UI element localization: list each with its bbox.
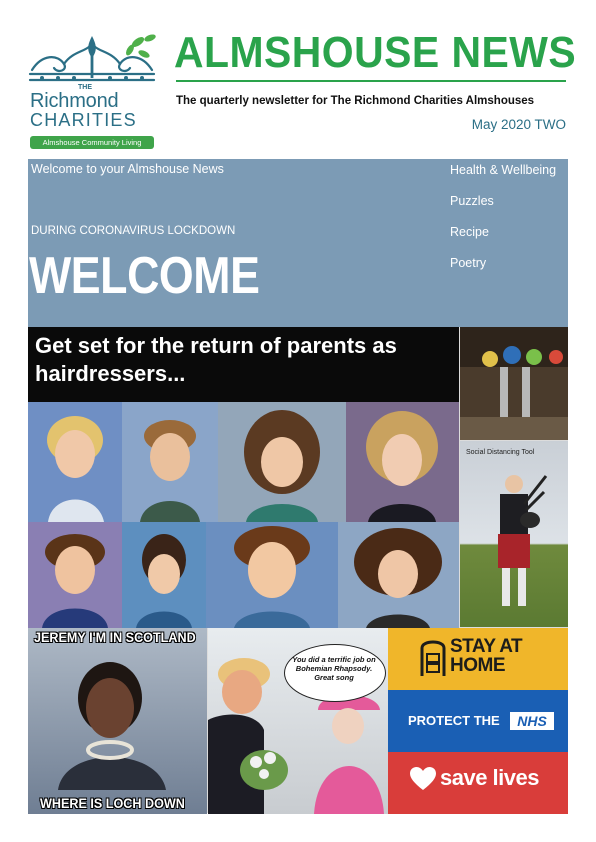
contents-item-recipe[interactable]: Recipe	[450, 225, 489, 239]
protect-the-text: PROTECT THE	[408, 713, 500, 728]
contents-item-poetry[interactable]: Poetry	[450, 256, 487, 270]
meme-top-text: JEREMY I'M IN SCOTLAND	[34, 629, 196, 645]
title-rule	[176, 80, 566, 82]
nhs-logo: NHS	[510, 712, 554, 730]
beer-taps-image	[460, 327, 568, 440]
welcome-intro: Welcome to your Almshouse News	[31, 162, 224, 176]
door-icon	[420, 636, 446, 676]
contents-item-puzzles[interactable]: Puzzles	[450, 194, 494, 208]
hairdresser-caption: Get set for the return of parents as hairdressers...	[35, 333, 397, 386]
newsletter-subtitle: The quarterly newsletter for The Richmond Charities Almshouses	[176, 95, 535, 107]
logo-charities: CHARITIES	[30, 110, 137, 130]
welcome-headline: WELCOME	[29, 247, 260, 305]
stay-at-home-text: STAY AT HOME	[450, 636, 523, 676]
meme-bottom-text: WHERE IS LOCH DOWN	[40, 795, 185, 811]
logo-the: THE	[78, 84, 92, 91]
save-lives-text: save lives	[440, 765, 539, 790]
haircut-photos-grid	[28, 402, 459, 628]
bagpiper-caption: Social Distancing Tool	[466, 449, 535, 456]
logo-richmond: Richmond	[30, 90, 119, 112]
heart-icon	[410, 767, 436, 791]
lockdown-line: DURING CORONAVIRUS LOCKDOWN	[31, 225, 236, 237]
meme-figure	[48, 650, 188, 790]
piper-figure	[480, 470, 550, 620]
issue-date: May 2020 TWO	[471, 117, 566, 132]
contents-list	[450, 162, 560, 286]
speech-bubble-text: You did a terrific job on Bohemian Rhapsody. Great song	[292, 655, 376, 682]
logo-badge: Almshouse Community Living	[30, 136, 154, 149]
contents-item-health[interactable]: Health & Wellbeing	[450, 163, 557, 177]
newsletter-title: ALMSHOUSE NEWS	[174, 28, 577, 77]
